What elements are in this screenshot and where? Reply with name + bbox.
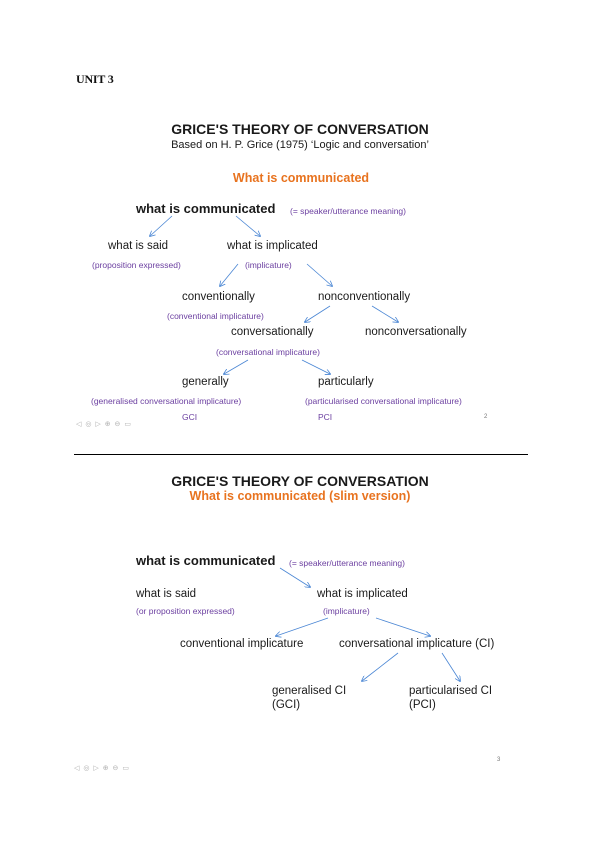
slide-2-nav-icons: ◁ ◎ ▷ ⊕ ⊖ ▭ <box>74 765 130 772</box>
slim-said-gloss: (or proposition expressed) <box>136 606 235 616</box>
conversational-implicature-label: conversational implicature (CI) <box>339 638 495 650</box>
slim-implicated-label: what is implicated <box>317 588 408 600</box>
slim-said-label: what is said <box>136 588 197 600</box>
arrow-implicated-to-nonconventionally <box>307 264 332 286</box>
slide-1-nav-icons: ◁ ◎ ▷ ⊕ ⊖ ▭ <box>76 421 132 428</box>
nonconversationally-label: nonconversationally <box>365 326 467 338</box>
implicated-gloss: (implicature) <box>245 260 292 270</box>
generally-label: generally <box>182 376 229 388</box>
generalised-ci-label: generalised CI <box>272 685 347 697</box>
slim-root-gloss: (= speaker/utterance meaning) <box>289 558 405 568</box>
slide-2-heading: What is communicated (slim version) <box>189 489 411 503</box>
slide-1-heading: What is communicated <box>232 171 370 185</box>
conventionally-label: conventionally <box>182 291 255 303</box>
slide-1-subtitle: Based on H. P. Grice (1975) ‘Logic and conversation’ <box>171 139 429 151</box>
arrow-conv-to-generally <box>224 360 248 374</box>
slim-arrow-ci-to-pci <box>442 653 460 681</box>
conventionally-gloss: (conventional implicature) <box>167 311 264 321</box>
arrow-root-to-said <box>150 216 172 236</box>
said-gloss: (proposition expressed) <box>92 260 181 270</box>
generalised-ci-abbr: (GCI) <box>272 699 301 711</box>
root-label: what is communicated <box>136 201 276 216</box>
particularly-label: particularly <box>318 376 374 388</box>
conventional-implicature-label: conventional implicature <box>180 638 304 650</box>
conversationally-gloss: (conversational implicature) <box>216 347 320 357</box>
slim-arrow-implicated-to-conventional <box>276 618 328 636</box>
slim-root-label: what is communicated <box>136 553 276 568</box>
nonconventionally-label: nonconventionally <box>318 291 411 303</box>
arrow-implicated-to-conventionally <box>220 264 238 286</box>
slim-implicated-gloss: (implicature) <box>323 606 370 616</box>
implicated-label: what is implicated <box>227 240 318 252</box>
generally-gloss: (generalised conversational implicature) <box>91 396 242 406</box>
slim-arrow-ci-to-gci <box>362 653 398 681</box>
arrow-conv-to-particularly <box>302 360 330 374</box>
arrow-non-to-nonconversationally <box>372 306 398 322</box>
said-label: what is said <box>108 240 169 252</box>
pci-abbr: PCI <box>318 412 333 422</box>
arrow-non-to-conversationally <box>305 306 330 322</box>
conversationally-label: conversationally <box>231 326 314 338</box>
gci-abbr: GCI <box>182 412 198 422</box>
arrow-root-to-implicated <box>236 216 260 236</box>
particularised-ci-abbr: (PCI) <box>409 699 436 711</box>
slide-2-title: GRICE'S THEORY OF CONVERSATION <box>171 473 429 489</box>
slim-arrow-implicated-to-conversational <box>376 618 430 636</box>
slim-arrow-root-to-implicated <box>280 568 310 587</box>
slide-2-page-number: 3 <box>497 757 501 763</box>
slide-1-page-number: 2 <box>484 414 488 420</box>
particularly-gloss: (particularised conversational implicature) <box>305 396 462 406</box>
slide-1-title: GRICE'S THEORY OF CONVERSATION <box>171 121 429 137</box>
unit-heading: UNIT 3 <box>76 72 114 86</box>
particularised-ci-label: particularised CI <box>409 685 493 697</box>
root-gloss: (= speaker/utterance meaning) <box>290 206 406 216</box>
